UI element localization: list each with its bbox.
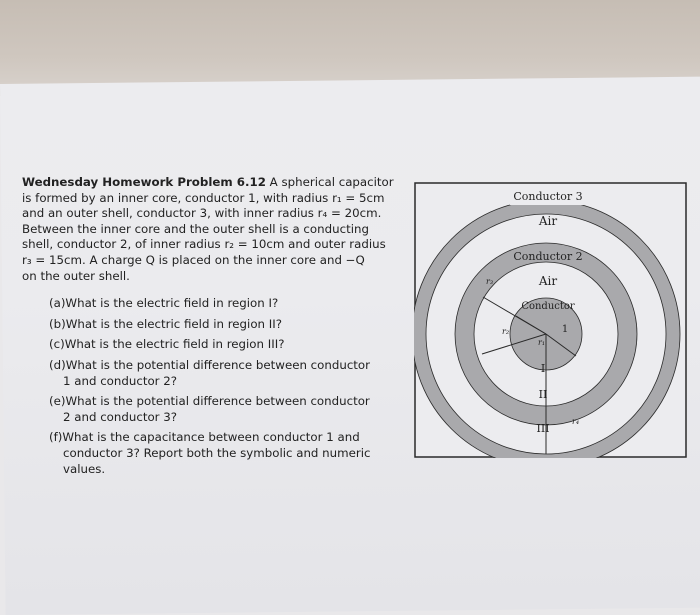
conductor2-label: Conductor 2 bbox=[513, 250, 583, 263]
conductor3-label: Conductor 3 bbox=[513, 190, 583, 203]
question-c bbox=[49, 337, 394, 353]
question-e-text: (e)What is the potential difference between conductor bbox=[49, 394, 370, 409]
question-f bbox=[49, 430, 394, 477]
r4-label: r₄ bbox=[572, 417, 580, 426]
problem-text bbox=[22, 175, 394, 482]
question-e bbox=[49, 394, 394, 425]
intro-line-7: on the outer shell. bbox=[22, 268, 130, 283]
region-2-label: II bbox=[538, 388, 548, 401]
intro-line-6: r₃ = 15cm. A charge Q is placed on the inner core and −Q bbox=[22, 252, 365, 267]
question-a-text: (a)What is the electric field in region I? bbox=[49, 296, 279, 311]
air-outer-label: Air bbox=[538, 214, 558, 228]
question-list bbox=[22, 296, 394, 477]
question-a bbox=[49, 296, 394, 312]
question-e-cont: 2 and conductor 3? bbox=[63, 409, 178, 424]
question-d-text: (d)What is the potential difference between conductor bbox=[49, 357, 371, 372]
question-b bbox=[49, 317, 394, 333]
intro-line-1: A spherical capacitor bbox=[269, 175, 394, 189]
question-c-text: (c)What is the electric field in region III? bbox=[49, 337, 285, 352]
question-f-text: (f)What is the capacitance between conductor 1 and bbox=[49, 430, 360, 445]
conductor1-number: 1 bbox=[561, 324, 569, 335]
intro-line-4: Between the inner core and the outer shell is a conducting bbox=[22, 221, 369, 236]
r3-label: r₃ bbox=[486, 277, 494, 286]
region-3-label: III bbox=[536, 422, 550, 435]
question-f-cont2: values. bbox=[63, 461, 106, 476]
question-f-cont: conductor 3? Report both the symbolic and numeric bbox=[63, 445, 371, 460]
capacitor-svg bbox=[414, 182, 687, 458]
intro-line-5: shell, conductor 2, of inner radius r₂ = 10cm and outer radius bbox=[22, 237, 386, 252]
problem-intro bbox=[22, 175, 394, 284]
question-d bbox=[49, 358, 394, 389]
capacitor-diagram bbox=[414, 182, 687, 458]
intro-line-3: and an outer shell, conductor 3, with inner radius r₄ = 20cm. bbox=[22, 206, 382, 221]
region-1-label: I bbox=[540, 362, 546, 375]
intro-line-2: is formed by an inner core, conductor 1, with radius r₁ = 5cm bbox=[22, 190, 385, 205]
question-d-cont: 1 and conductor 2? bbox=[63, 373, 178, 388]
question-b-text: (b)What is the electric field in region II? bbox=[49, 316, 282, 331]
conductor1-label: Conductor bbox=[521, 301, 575, 312]
air-inner-label: Air bbox=[538, 274, 558, 288]
r2-label: r₂ bbox=[502, 327, 510, 336]
problem-heading: Wednesday Homework Problem 6.12 bbox=[22, 175, 266, 189]
r1-label: r₁ bbox=[538, 338, 546, 347]
